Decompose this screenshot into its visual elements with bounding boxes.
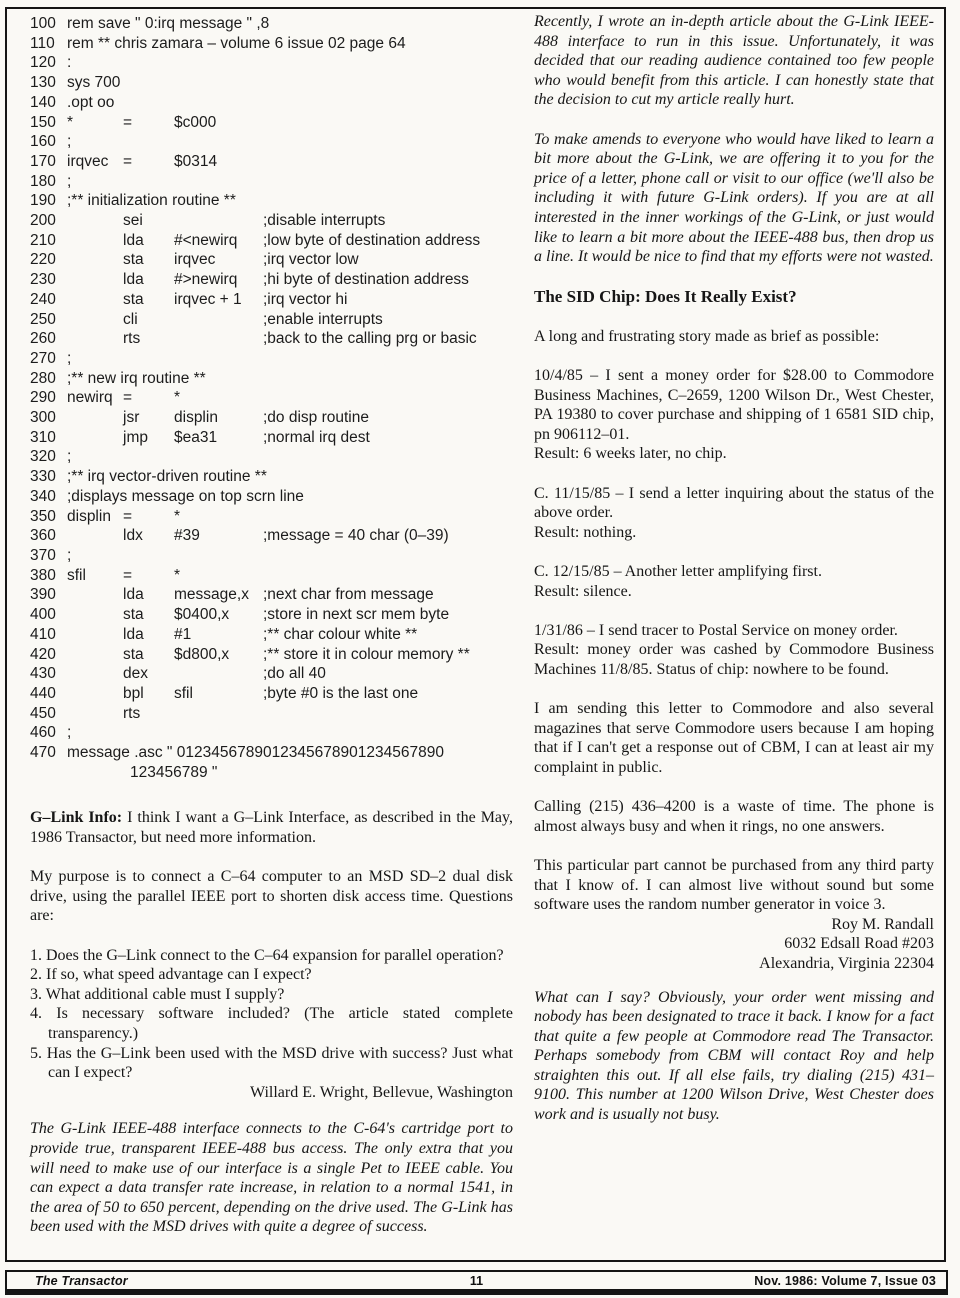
code-line-text: rem ** chris zamara – volume 6 issue 02 page 64 bbox=[67, 34, 406, 52]
code-line bbox=[30, 447, 513, 467]
code-line bbox=[30, 684, 513, 704]
code-operand: * bbox=[174, 507, 181, 525]
code-line bbox=[30, 250, 513, 270]
code-opcode: lda bbox=[123, 625, 144, 643]
code-line-text: ; bbox=[67, 546, 72, 564]
code-label bbox=[67, 250, 123, 270]
code-opcode: jsr bbox=[123, 409, 140, 427]
code-line-number: 170 bbox=[30, 152, 56, 170]
code-label bbox=[67, 664, 123, 684]
code-operand: #<newirq bbox=[174, 231, 238, 249]
code-label: irqvec bbox=[67, 152, 109, 170]
code-line bbox=[30, 743, 513, 763]
code-opcode: sei bbox=[123, 212, 143, 230]
code-label bbox=[67, 329, 123, 349]
code-operand: $0400,x bbox=[174, 606, 230, 624]
code-opcode: dex bbox=[123, 665, 148, 683]
code-line-number: 240 bbox=[30, 290, 56, 308]
question-number: 4. bbox=[30, 1005, 42, 1023]
code-line bbox=[30, 211, 513, 231]
code-line bbox=[30, 270, 513, 290]
code-line bbox=[30, 625, 513, 645]
code-line bbox=[30, 310, 513, 330]
code-line-number: 130 bbox=[30, 74, 56, 92]
code-line-number: 300 bbox=[30, 409, 56, 427]
code-operand: * bbox=[174, 389, 181, 407]
timeline-event-line: C. 11/15/85 – I send a letter inquiring about the status of the above order. bbox=[534, 484, 934, 522]
code-line bbox=[30, 172, 513, 192]
code-opcode: = bbox=[123, 566, 133, 584]
code-opcode: sta bbox=[123, 645, 144, 663]
code-label bbox=[67, 605, 123, 625]
code-line bbox=[30, 329, 513, 349]
code-label bbox=[67, 684, 123, 704]
letter-paragraph: Calling (215) 436–4200 is a waste of time. The phone is almost always busy and when it rings, no one answers. bbox=[534, 798, 934, 835]
code-label: sfil bbox=[67, 566, 86, 584]
code-comment bbox=[263, 113, 513, 133]
code-line bbox=[30, 763, 513, 783]
code-comment: ;byte #0 is the last one bbox=[263, 684, 419, 702]
sender-address-block bbox=[534, 915, 934, 974]
timeline-event-line: Result: money order was cashed by Commodore Business Machines 11/8/85. Status of chip: nowhere to be found. bbox=[534, 641, 934, 678]
code-label bbox=[67, 408, 123, 428]
code-comment: ;hi byte of destination address bbox=[263, 271, 469, 289]
code-opcode: = bbox=[123, 389, 133, 407]
code-line bbox=[30, 704, 513, 724]
code-line-text: ; bbox=[67, 349, 72, 367]
code-line-text: ;** new irq routine ** bbox=[67, 369, 206, 387]
code-comment: ;** char colour white ** bbox=[263, 625, 418, 643]
section-heading: The SID Chip: Does It Really Exist? bbox=[534, 287, 797, 307]
code-line-text: sys 700 bbox=[67, 74, 121, 92]
question-text: Does the G–Link connect to the C–64 expansion for parallel operation? bbox=[46, 946, 504, 964]
code-label bbox=[67, 526, 123, 546]
code-opcode: sta bbox=[123, 290, 144, 308]
code-opcode: ldx bbox=[123, 527, 143, 545]
footer-issue-label: Nov. 1986: Volume 7, Issue 03 bbox=[754, 1273, 936, 1288]
code-operand bbox=[174, 310, 263, 330]
code-opcode: = bbox=[123, 113, 133, 131]
code-line bbox=[30, 34, 513, 54]
code-comment: ;message = 40 char (0–39) bbox=[263, 527, 449, 545]
code-comment: ;irq vector low bbox=[263, 251, 359, 269]
code-line bbox=[30, 231, 513, 251]
code-line bbox=[30, 585, 513, 605]
code-operand bbox=[174, 664, 263, 684]
code-line-number: 280 bbox=[30, 369, 56, 387]
code-opcode: sta bbox=[123, 606, 144, 624]
code-line-number: 150 bbox=[30, 113, 56, 131]
glink-info-lead: G–Link Info: bbox=[30, 809, 123, 827]
question-number: 3. bbox=[30, 985, 42, 1003]
code-operand: #39 bbox=[174, 527, 200, 545]
code-operand: #1 bbox=[174, 625, 192, 643]
code-line-text: rem save " 0:irq message " ,8 bbox=[67, 15, 270, 32]
code-line bbox=[30, 487, 513, 507]
code-line bbox=[30, 507, 513, 527]
question-item bbox=[30, 1044, 513, 1083]
code-line-number: 330 bbox=[30, 468, 56, 486]
right-column bbox=[534, 12, 934, 1125]
code-label bbox=[67, 270, 123, 290]
timeline-event bbox=[534, 562, 934, 601]
code-line-number: 380 bbox=[30, 566, 56, 584]
code-comment bbox=[263, 704, 513, 724]
code-operand: $0314 bbox=[174, 152, 218, 170]
code-line-number: 110 bbox=[30, 34, 55, 52]
editor-reply-paragraph: The G-Link IEEE-488 interface connects to the C-64's cartridge port to provide true, transparent IEEE-488 bus access. The only extra that you will need to make use of our interface is a single Pet to IEEE cable. You can expect a data transfer rate increase, in relation to a normal 1541, in the area of 50 to 650 percent, depending on the drive used. The G-Link has been used with the MSD drives with quite a degree of success. bbox=[30, 1120, 513, 1236]
left-column bbox=[30, 14, 513, 1237]
question-number: 1. bbox=[30, 946, 42, 964]
letter-paragraphs bbox=[534, 699, 934, 915]
code-line bbox=[30, 93, 513, 113]
code-opcode: rts bbox=[123, 330, 141, 348]
code-line bbox=[30, 467, 513, 487]
code-comment: ;do all 40 bbox=[263, 665, 326, 683]
glink-info-text: I think I want a G–Link Interface, as described in the May, 1986 Transactor, but need more information. bbox=[30, 809, 513, 847]
code-line-text: ;displays message on top scrn line bbox=[67, 487, 304, 505]
page-frame bbox=[5, 7, 946, 1262]
code-label bbox=[67, 428, 123, 448]
code-label bbox=[67, 625, 123, 645]
editor-closing-paragraph: What can I say? Obviously, your order went missing and nobody has been designated to trace it back. I know for a fact that quite a few people at Commodore read The Transactor. Perhaps somebody from CBM will contact Roy and help straighten this out. If all else fails, try dialing (215) 431–9100. This number at 1200 Wilson Drive, West Chester does work and is usually not busy. bbox=[534, 988, 934, 1124]
question-item bbox=[30, 1004, 513, 1043]
code-line bbox=[30, 526, 513, 546]
editor-note-paragraph-1: Recently, I wrote an in-depth article about the G-Link IEEE-488 interface to run in this issue. Unfortunately, it was decided that our reading audience contained too few people who would benefit from this article. I can honestly state that the decision to cut my article really hurt. bbox=[534, 13, 934, 109]
code-comment: ;next char from message bbox=[263, 586, 434, 604]
code-line-number: 290 bbox=[30, 389, 56, 407]
code-label bbox=[67, 704, 123, 724]
code-line-number: 260 bbox=[30, 330, 56, 348]
code-line-number: 440 bbox=[30, 684, 56, 702]
code-line-text: .opt oo bbox=[67, 93, 115, 111]
code-line-text: ; bbox=[67, 133, 72, 151]
code-line bbox=[30, 191, 513, 211]
code-line-number: 200 bbox=[30, 212, 56, 230]
code-line-text: ;** irq vector-driven routine ** bbox=[67, 468, 267, 486]
code-operand: irqvec bbox=[174, 251, 216, 269]
code-line bbox=[30, 605, 513, 625]
code-line-number: 430 bbox=[30, 665, 56, 683]
code-operand bbox=[174, 329, 263, 349]
code-line bbox=[30, 14, 513, 34]
code-line-text: : bbox=[67, 54, 72, 72]
timeline-event-line: Result: nothing. bbox=[534, 523, 637, 541]
code-opcode: sta bbox=[123, 251, 144, 269]
code-line-number: 400 bbox=[30, 606, 56, 624]
code-operand: $c000 bbox=[174, 113, 217, 131]
code-line-number bbox=[30, 763, 67, 783]
code-opcode: cli bbox=[123, 310, 138, 328]
code-line-number: 100 bbox=[30, 15, 56, 32]
code-line-text: ; bbox=[67, 724, 72, 742]
sender-address-line: 6032 Edsall Road #203 bbox=[784, 935, 934, 953]
timeline-event-line: 1/31/86 – I send tracer to Postal Service on money order. bbox=[534, 621, 898, 639]
code-line bbox=[30, 566, 513, 586]
code-opcode: bpl bbox=[123, 684, 144, 702]
code-line-number: 370 bbox=[30, 546, 56, 564]
code-comment: ;store in next scr mem byte bbox=[263, 606, 450, 624]
code-comment: ;normal irq dest bbox=[263, 428, 370, 446]
code-line bbox=[30, 290, 513, 310]
code-line-number: 270 bbox=[30, 349, 56, 367]
story-intro-paragraph: A long and frustrating story made as brief as possible: bbox=[534, 327, 880, 345]
code-comment: ;** store it in colour memory ** bbox=[263, 645, 470, 663]
code-operand bbox=[174, 704, 263, 724]
code-opcode: lda bbox=[123, 271, 144, 289]
timeline-event-line: 10/4/85 – I sent a money order for $28.00 to Commodore Business Machines, C–2659, 1200 Wilson Dr., West Chester, PA 19380 to cover purchase and shipping of 1 6581 SID chip, pn 906112–01. bbox=[534, 367, 934, 443]
code-line bbox=[30, 349, 513, 369]
code-label bbox=[67, 585, 123, 605]
code-line bbox=[30, 53, 513, 73]
sender-address-line: Alexandria, Virginia 22304 bbox=[759, 954, 934, 972]
code-line bbox=[30, 369, 513, 389]
question-number: 5. bbox=[30, 1044, 42, 1062]
code-operand: $d800,x bbox=[174, 645, 230, 663]
code-opcode: rts bbox=[123, 704, 141, 722]
code-line-text: ; bbox=[67, 448, 72, 466]
sender-address-line: Roy M. Randall bbox=[831, 915, 934, 933]
code-line-number: 310 bbox=[30, 428, 56, 446]
timeline-event bbox=[534, 366, 934, 464]
code-line-number: 420 bbox=[30, 645, 56, 663]
code-opcode: lda bbox=[123, 586, 144, 604]
code-line-number: 160 bbox=[30, 133, 56, 151]
code-line bbox=[30, 132, 513, 152]
code-line-number: 230 bbox=[30, 271, 56, 289]
code-label bbox=[67, 231, 123, 251]
code-label: displin bbox=[67, 507, 111, 525]
code-line-number: 120 bbox=[30, 54, 56, 72]
timeline-event bbox=[534, 621, 934, 680]
footer-magazine-title: The Transactor bbox=[35, 1273, 128, 1288]
question-item bbox=[30, 946, 513, 966]
letter-signature-wright: Willard E. Wright, Bellevue, Washington bbox=[249, 1083, 513, 1101]
question-list bbox=[30, 946, 513, 1083]
letter-paragraph: This particular part cannot be purchased from any third party that I know of. I can almost live without sound but some software uses the random number generator in voice 3. bbox=[534, 856, 934, 914]
editor-note-paragraph-2: To make amends to everyone who would have liked to learn a bit more about the G-Link, we are offering it to you for the price of a letter, phone call or visit to our office (we'll also be including it with future G-Link orders). If you are at all interested in the inner workings of the G-Link, or just would like to learn a bit more about the IEEE-488 bus, then drop us a line. It would be nice to find that my efforts were not wasted. bbox=[534, 130, 934, 266]
code-operand: irqvec + 1 bbox=[174, 290, 242, 308]
footer-page-number: 11 bbox=[469, 1273, 484, 1288]
code-line-number: 360 bbox=[30, 527, 56, 545]
question-text: What additional cable must I supply? bbox=[45, 985, 285, 1003]
code-label bbox=[67, 211, 123, 231]
code-comment bbox=[263, 388, 513, 408]
code-opcode: lda bbox=[123, 231, 144, 249]
code-line-number: 340 bbox=[30, 487, 56, 505]
code-line-number: 410 bbox=[30, 625, 56, 643]
letter-paragraph: I am sending this letter to Commodore and also several magazines that serve Commodore users because I am hoping that if I can't get a response out of CBM, I can at least air my complaint in public. bbox=[534, 700, 934, 776]
code-line-number: 470 bbox=[30, 744, 56, 762]
code-line bbox=[30, 645, 513, 665]
code-operand: message,x bbox=[174, 586, 249, 604]
code-operand: $ea31 bbox=[174, 428, 218, 446]
code-line bbox=[30, 723, 513, 743]
code-label: newirq bbox=[67, 389, 113, 407]
code-line-number: 250 bbox=[30, 310, 56, 328]
code-operand bbox=[174, 211, 263, 231]
code-line-text: ;** initialization routine ** bbox=[67, 192, 236, 210]
code-operand: * bbox=[174, 566, 181, 584]
footer-bar bbox=[5, 1270, 948, 1295]
timeline-event-line: C. 12/15/85 – Another letter amplifying first. bbox=[534, 563, 822, 581]
code-label bbox=[67, 310, 123, 330]
code-line bbox=[30, 664, 513, 684]
timeline-event-line: Result: silence. bbox=[534, 582, 632, 600]
glink-info-paragraph bbox=[30, 808, 513, 847]
code-opcode: = bbox=[123, 152, 133, 170]
code-line-number: 210 bbox=[30, 231, 56, 249]
purpose-paragraph: My purpose is to connect a C–64 computer to an MSD SD–2 dual disk drive, using the parallel IEEE port to shorten disk access time. Questions are: bbox=[30, 868, 513, 925]
code-operand: #>newirq bbox=[174, 271, 238, 289]
question-text: Is necessary software included? (The article stated complete transparency.) bbox=[48, 1005, 514, 1042]
question-item bbox=[30, 965, 513, 985]
code-comment: ;back to the calling prg or basic bbox=[263, 330, 477, 348]
question-text: Has the G–Link been used with the MSD drive with success? Just what can I expect? bbox=[46, 1044, 514, 1082]
question-number: 2. bbox=[30, 966, 42, 984]
code-listing bbox=[30, 14, 513, 782]
code-line bbox=[30, 73, 513, 93]
code-comment bbox=[263, 152, 513, 172]
timeline-events bbox=[534, 366, 934, 680]
code-opcode: jmp bbox=[123, 428, 148, 446]
code-label bbox=[67, 290, 123, 310]
code-comment: ;enable interrupts bbox=[263, 310, 383, 328]
code-line-number: 390 bbox=[30, 586, 56, 604]
code-line bbox=[30, 428, 513, 448]
code-comment: ;disable interrupts bbox=[263, 212, 386, 230]
code-operand: sfil bbox=[174, 684, 193, 702]
code-label: * bbox=[67, 113, 74, 131]
code-operand: displin bbox=[174, 409, 218, 427]
code-line-number: 180 bbox=[30, 172, 56, 190]
code-line bbox=[30, 408, 513, 428]
code-line-number: 140 bbox=[30, 93, 56, 111]
code-line-number: 450 bbox=[30, 704, 56, 722]
code-comment: ;low byte of destination address bbox=[263, 231, 481, 249]
code-line-text: ; bbox=[67, 172, 72, 190]
code-line-number: 190 bbox=[30, 192, 56, 210]
question-text: If so, what speed advantage can I expect? bbox=[46, 966, 312, 984]
code-line bbox=[30, 152, 513, 172]
code-line-text: 123456789 " bbox=[130, 763, 218, 781]
code-line-number: 320 bbox=[30, 448, 56, 466]
code-comment: ;irq vector hi bbox=[263, 290, 348, 308]
code-opcode: = bbox=[123, 507, 133, 525]
timeline-event-line: Result: 6 weeks later, no chip. bbox=[534, 445, 727, 463]
code-line-number: 220 bbox=[30, 251, 56, 269]
code-comment: ;do disp routine bbox=[263, 409, 369, 427]
code-line bbox=[30, 546, 513, 566]
code-label bbox=[67, 645, 123, 665]
code-line-text: message .asc " 0123456789012345678901234567890 bbox=[67, 744, 444, 762]
code-line bbox=[30, 388, 513, 408]
code-comment bbox=[263, 507, 513, 527]
question-item bbox=[30, 985, 513, 1005]
code-line-number: 350 bbox=[30, 507, 56, 525]
code-comment bbox=[263, 566, 513, 586]
timeline-event bbox=[534, 484, 934, 543]
code-line-number: 460 bbox=[30, 724, 56, 742]
code-line bbox=[30, 113, 513, 133]
